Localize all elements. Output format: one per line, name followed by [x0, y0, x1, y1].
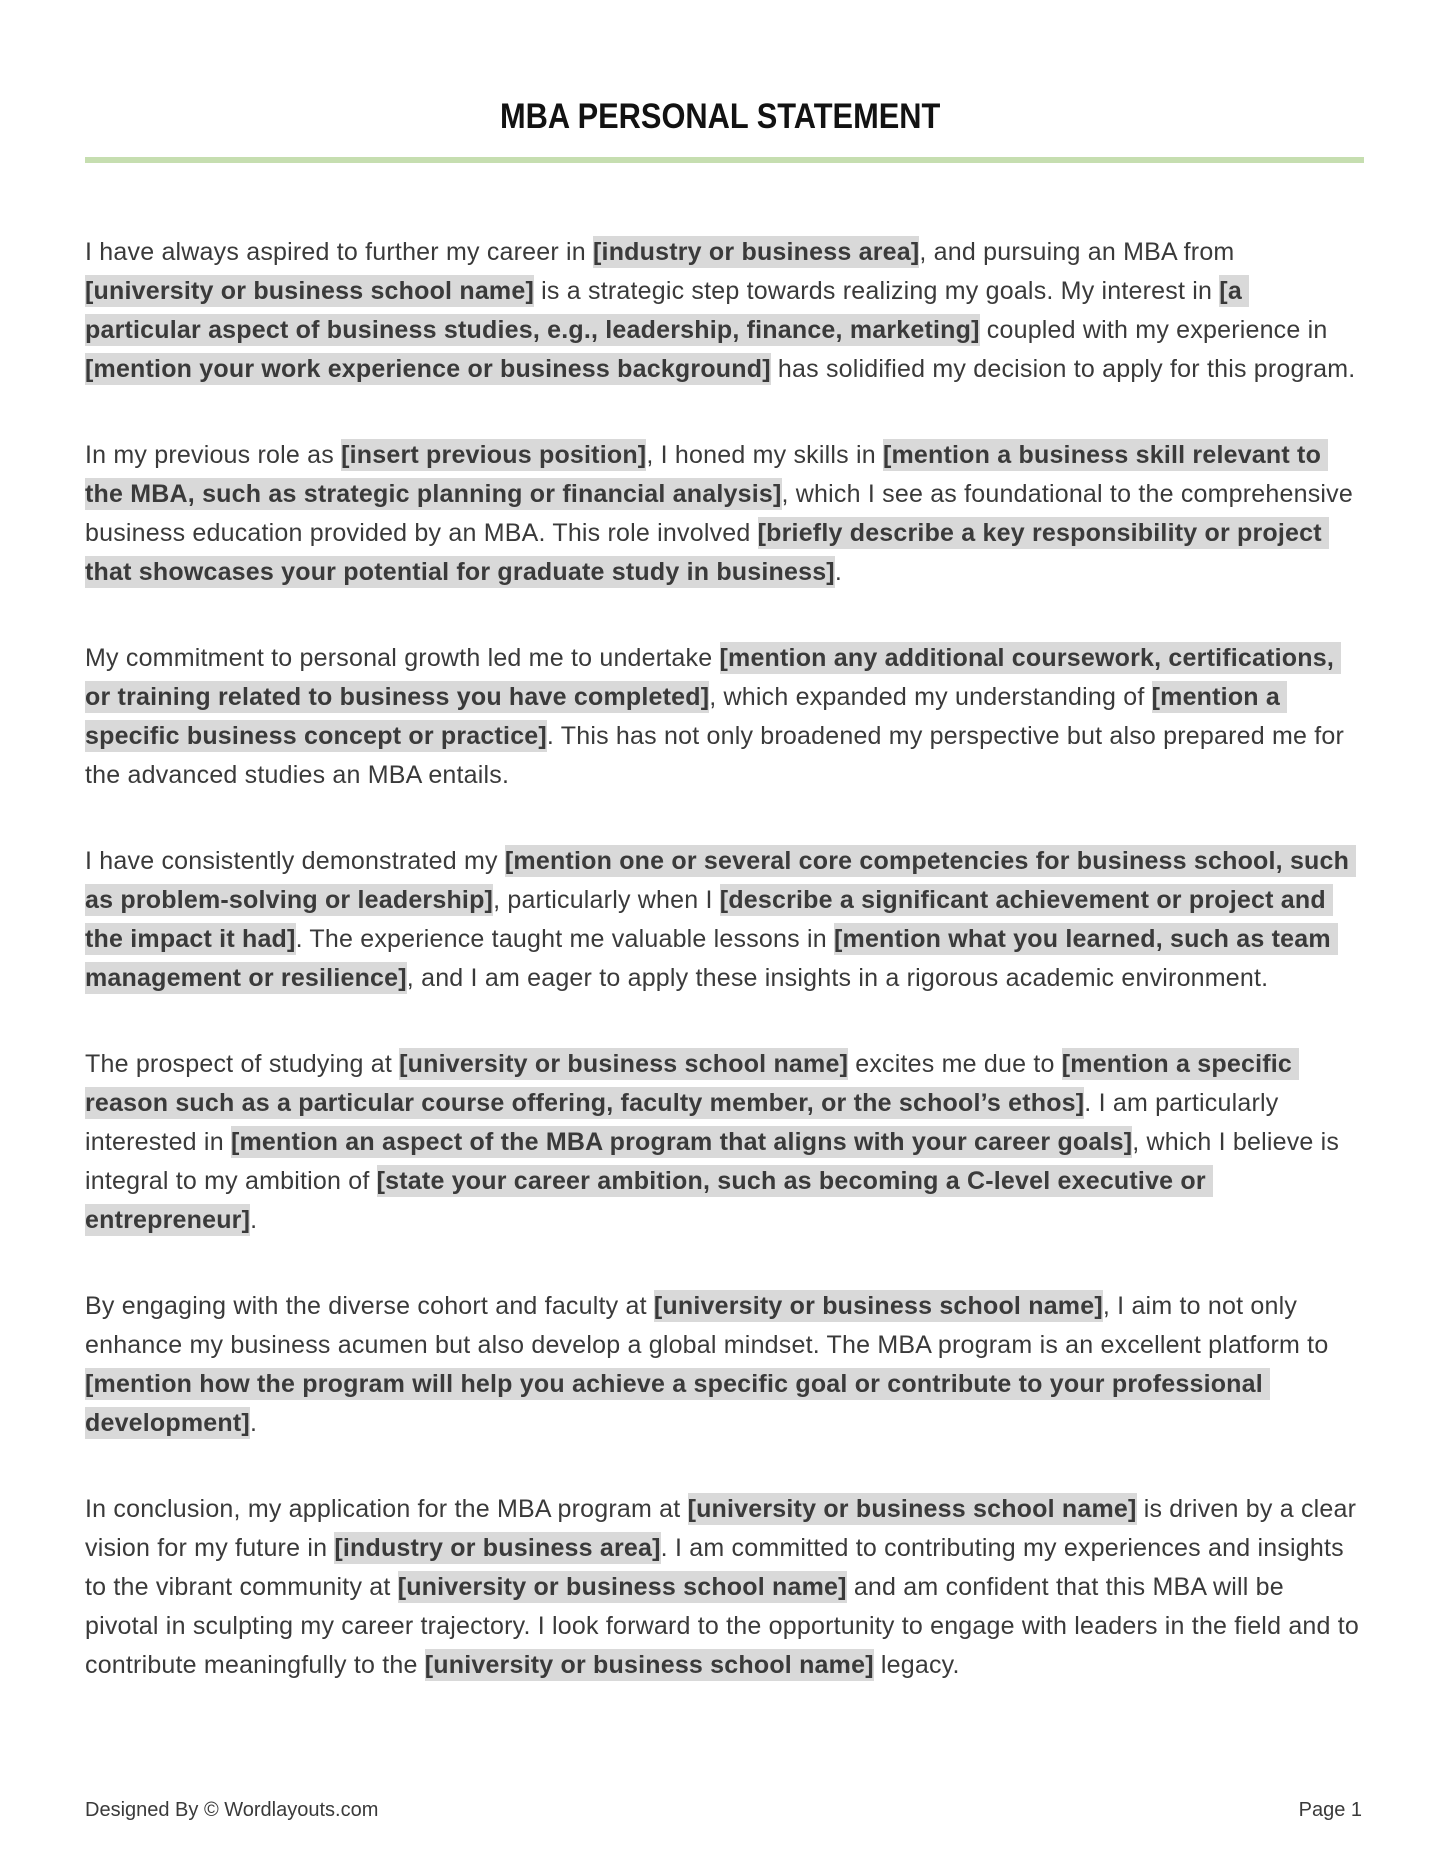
paragraph: [85, 1287, 1364, 1443]
placeholder-run: [mention a specific reason such as a particular course offering, faculty member, or the school’s ethos]: [85, 1050, 1300, 1117]
title-accent-rule: [85, 157, 1364, 163]
text-run: . The experience taught me valuable lessons in: [295, 925, 834, 953]
text-run: coupled with my experience in: [979, 316, 1335, 344]
text-run: . I am committed to contributing my experiences and insights to the vibrant community at: [85, 1534, 1351, 1601]
paragraph: [85, 1490, 1367, 1685]
text-run: I have always aspired to further my career in: [85, 238, 594, 266]
placeholder-run: [mention one or several core competencies for business school, such as problem-solving or leadership]: [85, 847, 1357, 914]
text-run: excites me due to: [848, 1050, 1062, 1078]
placeholder-run: [mention how the program will help you achieve a specific goal or contribute to your professional development]: [85, 1370, 1271, 1437]
placeholder-run: [industry or business area]: [334, 1534, 661, 1562]
placeholder-run: [university or business school name]: [85, 277, 534, 305]
footer-credit: Designed By © Wordlayouts.com: [85, 1799, 379, 1821]
placeholder-run: [industry or business area]: [593, 238, 920, 266]
placeholder-run: [mention an aspect of the MBA program that aligns with your career goals]: [230, 1128, 1133, 1156]
text-run: , particularly when I: [493, 886, 720, 914]
text-run: , which I believe is integral to my ambition of: [85, 1128, 1347, 1195]
text-run: I have consistently demonstrated my: [85, 847, 505, 875]
placeholder-run: [university or business school name]: [397, 1573, 847, 1601]
text-run: , and pursuing an MBA from: [919, 238, 1242, 266]
placeholder-run: [university or business school name]: [653, 1292, 1103, 1320]
text-run: .: [249, 1409, 258, 1437]
paragraph: [85, 233, 1364, 389]
text-run: .: [250, 1206, 258, 1234]
text-run: , I honed my skills in: [646, 441, 883, 469]
placeholder-run: [briefly describe a key responsibility or project that showcases your potential for graduate study in business]: [85, 519, 1329, 586]
placeholder-run: [mention any additional coursework, certifications, or training related to business you have completed]: [85, 644, 1342, 711]
text-run: In my previous role as: [85, 441, 342, 469]
text-run: , and I am eager to apply these insights in a rigorous academic environment.: [406, 964, 1269, 992]
footer: [85, 1799, 1362, 1822]
footer-page-number: Page 1: [1298, 1799, 1362, 1821]
text-run: The prospect of studying at: [85, 1050, 400, 1078]
page-title-text: MBA PERSONAL STATEMENT: [499, 97, 941, 136]
page-title: [0, 0, 1440, 136]
text-run: , I aim to not only enhance my business acumen but also develop a global mindset. The MBA program is an excellent platform to: [85, 1292, 1336, 1359]
text-run: . This has not only broadened my perspective but also prepared me for the advanced studies an MBA entails.: [85, 722, 1352, 789]
placeholder-run: [mention a business skill relevant to the MBA, such as strategic planning or financial analysis]: [85, 441, 1329, 508]
text-run: My commitment to personal growth led me to undertake: [85, 644, 720, 672]
text-run: . I am particularly interested in: [85, 1089, 1286, 1156]
paragraph: [85, 1045, 1364, 1240]
text-run: In conclusion, my application for the MBA program at: [85, 1495, 688, 1523]
text-run: , which I see as foundational to the comprehensive business education provided by an MBA. This role involved: [85, 480, 1361, 547]
paragraph: [85, 842, 1364, 998]
text-run: is driven by a clear vision for my future in: [85, 1495, 1364, 1562]
text-run: By engaging with the diverse cohort and faculty at: [85, 1292, 654, 1320]
placeholder-run: [mention what you learned, such as team management or resilience]: [85, 925, 1338, 992]
paragraph: [85, 639, 1364, 795]
placeholder-run: [a particular aspect of business studies, e.g., leadership, finance, marketing]: [85, 277, 1250, 344]
placeholder-run: [insert previous position]: [341, 441, 647, 469]
text-run: is a strategic step towards realizing my goals. My interest in: [534, 277, 1220, 305]
placeholder-run: [mention your work experience or business background]: [85, 355, 771, 383]
text-run: , which expanded my understanding of: [709, 683, 1152, 711]
placeholder-run: [university or business school name]: [424, 1651, 874, 1679]
text-run: .: [834, 558, 842, 586]
text-run: and am confident that this MBA will be pivotal in sculpting my career trajectory. I look forward to the opportunity to engage with leaders in the field and to contribute meaningfully to the: [85, 1573, 1367, 1679]
placeholder-run: [mention a specific business concept or practice]: [85, 683, 1288, 750]
placeholder-run: [university or business school name]: [687, 1495, 1137, 1523]
paragraph: [85, 436, 1364, 592]
placeholder-run: [describe a significant achievement or project and the impact it had]: [85, 886, 1333, 953]
text-run: has solidified my decision to apply for this program.: [770, 355, 1356, 383]
document-body: [85, 233, 1367, 1685]
placeholder-run: [university or business school name]: [399, 1050, 849, 1078]
placeholder-run: [state your career ambition, such as becoming a C-level executive or entrepreneur]: [85, 1167, 1213, 1234]
text-run: legacy.: [873, 1651, 960, 1679]
